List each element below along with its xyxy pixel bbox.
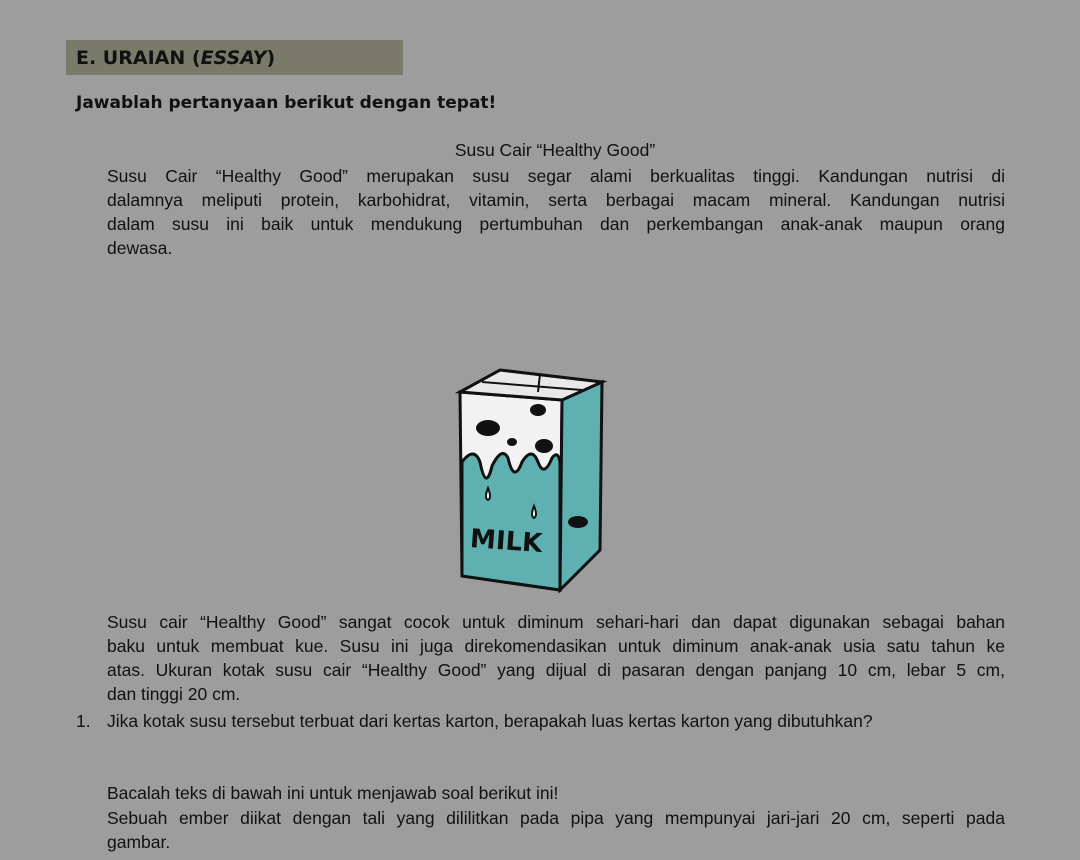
question-number: 1. [76, 711, 91, 731]
passage3-line-2: gambar. [107, 832, 171, 852]
passage1-line-2: dalamnya meliputi protein, karbohidrat, vitamin, serta berbagai macam mineral. Kandungan nutrisi [107, 190, 1005, 210]
passage3-intro: Bacalah teks di bawah ini untuk menjawab soal berikut ini! [107, 783, 559, 803]
section-title-prefix: E. URAIAN ( [76, 47, 201, 69]
passage-title: Susu Cair “Healthy Good” [454, 140, 656, 160]
passage2-line-3: atas. Ukuran kotak susu cair “Healthy Good” yang dijual di pasaran dengan panjang 10 cm, lebar 5 cm, [107, 660, 1005, 680]
passage1-line-1: Susu Cair “Healthy Good” merupakan susu segar alami berkualitas tinggi. Kandungan nutrisi di [107, 166, 1005, 186]
question-text: Jika kotak susu tersebut terbuat dari kertas karton, berapakah luas kertas karton yang dibutuhkan? [107, 711, 873, 731]
instruction-text: Jawablah pertanyaan berikut dengan tepat! [76, 93, 497, 113]
section-title-essay: ESSAY [200, 47, 267, 69]
carton-label: MILK [469, 524, 544, 560]
milk-carton-image [452, 362, 612, 599]
passage2-line-1: Susu cair “Healthy Good” sangat cocok untuk diminum sehari-hari dan dapat digunakan sebagai bahan [107, 612, 1005, 632]
section-title-suffix: ) [266, 47, 276, 69]
passage1-line-4: dewasa. [107, 238, 173, 258]
passage3-line-1: Sebuah ember diikat dengan tali yang dililitkan pada pipa yang mempunyai jari-jari 20 cm, seperti pada [107, 808, 1005, 828]
passage2-line-2: baku untuk membuat kue. Susu ini juga direkomendasikan untuk diminum anak-anak usia satu tahun ke [107, 636, 1005, 656]
passage1-line-3: dalam susu ini baik untuk mendukung pertumbuhan dan perkembangan anak-anak maupun orang [107, 214, 1005, 234]
passage2-line-4: dan tinggi 20 cm. [107, 684, 241, 704]
section-title [76, 47, 275, 69]
milk-carton-icon [452, 362, 612, 594]
